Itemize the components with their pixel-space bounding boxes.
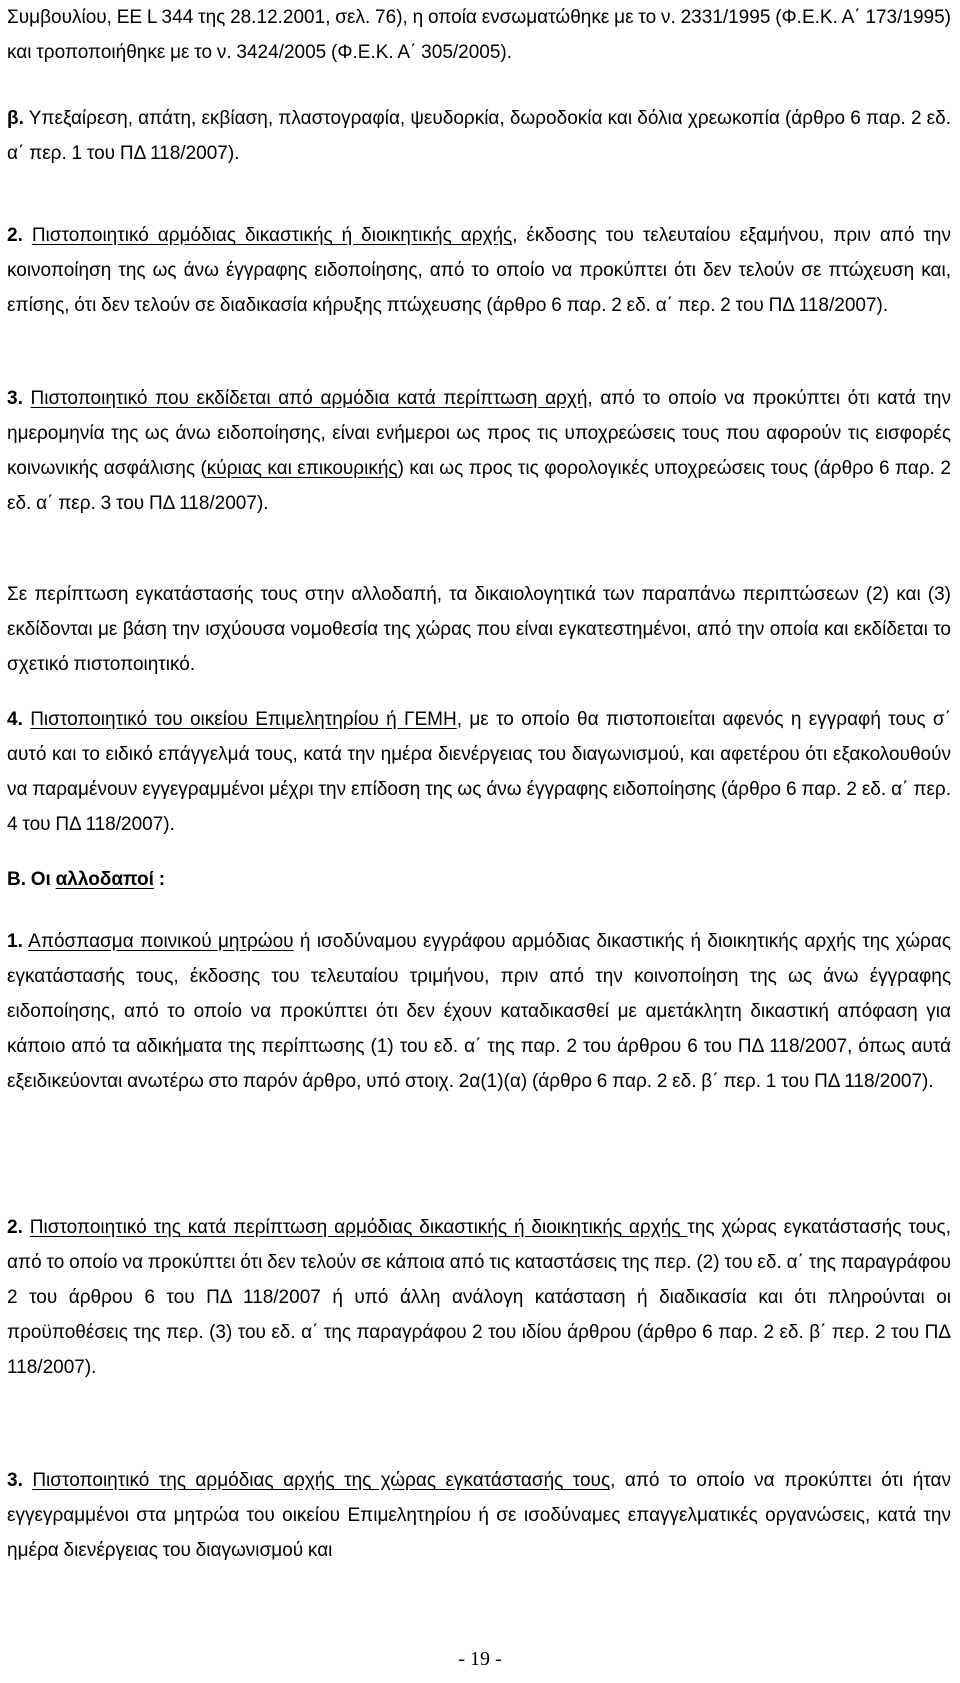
section-heading-b: Β. Οι αλλοδαποί : <box>7 869 166 890</box>
paragraph-item-3: 3. Πιστοποιητικό που εκδίδεται από αρμόδια κατά περίπτωση αρχή, από το οποίο να προκύπτει ότι κατά την ημερομηνία της ως άνω ειδοποίησης, είναι ενήμεροι ως προς τις υποχρεώσεις τους που αφορούν τις εισφορές κοινωνικής ασφάλισης (κύριας και επικουρικής) και ως προς τις φορολογικές υποχρεώσεις τους (άρθρο 6 παρ. 2 εδ. α΄ περ. 3 του ΠΔ 118/2007). <box>7 388 951 514</box>
insurance-type: κύριας και επικουρικής <box>206 458 398 479</box>
item-number-b2: 2. <box>7 1217 23 1238</box>
item-number-2: 2. <box>7 225 23 246</box>
section-heading-underlined: αλλοδαποί <box>55 869 154 890</box>
document-title-3: Πιστοποιητικό που εκδίδεται από αρμόδια κατά περίπτωση αρχή <box>30 388 588 409</box>
document-title-2: Πιστοποιητικό αρμόδιας δικαστικής ή διοικητικής αρχής <box>31 225 513 246</box>
paragraph-b-item-3: 3. Πιστοποιητικό της αρμόδιας αρχής της χώρας εγκατάστασής τους, από το οποίο να προκύπτει ότι ήταν εγγεγραμμένοι στα μητρώα του οικείου Επιμελητηρίου ή σε ισοδύναμες επαγγελματικές οργανώσεις, κατά την ημέρα διενέργειας του διαγωνισμού και <box>7 1470 952 1561</box>
document-title-b3: Πιστοποιητικό της αρμόδιας αρχής της χώρας εγκατάστασής τους <box>32 1470 611 1491</box>
document-title-b1: Απόσπασμα ποινικού μητρώου <box>28 931 294 952</box>
document-title-b2: Πιστοποιητικό της κατά περίπτωση αρμόδιας δικαστικής ή διοικητικής αρχής <box>29 1217 688 1238</box>
paragraph-abroad: Σε περίπτωση εγκατάστασής τους στην αλλοδαπή, τα δικαιολογητικά των παραπάνω περιπτώσεων (2) και (3) εκδίδονται με βάση την ισχύουσα νομοθεσία της χώρας που είναι εγκατεστημένοι, από την οποία και εκδίδεται το σχετικό πιστοποιητικό. <box>7 584 951 675</box>
paragraph-item-4: 4. Πιστοποιητικό του οικείου Επιμελητηρίου ή ΓΕΜΗ, με το οποίο θα πιστοποιείται αφενός η εγγραφή τους σ΄ αυτό και το ειδικό επάγγελμά τους, κατά την ημέρα διενέργειας του διαγωνισμού, και αφετέρου ότι εξακολουθούν να παραμένουν εγγεγραμμένοι μέχρι την επίδοση της ως άνω έγγραφης ειδοποίησης (άρθρο 6 παρ. 2 εδ. α΄ περ. 4 του ΠΔ 118/2007). <box>7 709 951 835</box>
document-title-4: Πιστοποιητικό του οικείου Επιμελητηρίου ή ΓΕΜΗ <box>30 709 457 730</box>
item-number-3: 3. <box>7 388 23 409</box>
item-number-beta: β. <box>7 108 24 129</box>
paragraph-intro: Συμβουλίου, ΕΕ L 344 της 28.12.2001, σελ. 76), η οποία ενσωματώθηκε με το ν. 2331/1995 (Φ.Ε.Κ. Α΄ 173/1995) και τροποποιήθηκε με το ν. 3424/2005 (Φ.Ε.Κ. Α΄ 305/2005). <box>7 7 951 63</box>
paragraph-beta: β. Υπεξαίρεση, απάτη, εκβίαση, πλαστογραφία, ψευδορκία, δωροδοκία και δόλια χρεωκοπία (άρθρο 6 παρ. 2 εδ. α΄ περ. 1 του ΠΔ 118/2007). <box>7 108 951 164</box>
paragraph-item-2: 2. Πιστοποιητικό αρμόδιας δικαστικής ή διοικητικής αρχής, έκδοσης του τελευταίου εξαμήνου, πριν από την κοινοποίηση της ως άνω έγγραφης ειδοποίησης, από το οποίο να προκύπτει ότι δεν τελούν σε πτώχευση και, επίσης, ότι δεν τελούν σε διαδικασία κήρυξης πτώχευσης (άρθρο 6 παρ. 2 εδ. α΄ περ. 2 του ΠΔ 118/2007). <box>7 225 952 316</box>
paragraph-b-item-1: 1. Απόσπασμα ποινικού μητρώου ή ισοδύναμου εγγράφου αρμόδιας δικαστικής ή διοικητικής αρχής της χώρας εγκατάστασής τους, έκδοσης του τελευταίου τριμήνου, πριν από την κοινοποίηση της ως άνω έγγραφης ειδοποίησης, από το οποίο να προκύπτει ότι δεν έχουν καταδικασθεί με αμετάκλητη δικαστική απόφαση για κάποιο από τα αδικήματα της περίπτωσης (1) του εδ. α΄ της παρ. 2 του άρθρου 6 του ΠΔ 118/2007, όπως αυτά εξειδικεύονται ανωτέρω στο παρόν άρθρο, υπό στοιχ. 2α(1)(α) (άρθρο 6 παρ. 2 εδ. β΄ περ. 1 του ΠΔ 118/2007). <box>7 931 952 1092</box>
item-number-4: 4. <box>7 709 23 730</box>
item-number-b3: 3. <box>7 1470 23 1491</box>
item-number-b1: 1. <box>7 931 23 952</box>
page-number: - 19 - <box>458 1648 502 1670</box>
paragraph-b-item-2: 2. Πιστοποιητικό της κατά περίπτωση αρμόδιας δικαστικής ή διοικητικής αρχής της χώρας εγκατάστασής τους, από το οποίο να προκύπτει ότι δεν τελούν σε κάποια από τις καταστάσεις της περ. (2) του εδ. α΄ της παραγράφου 2 του άρθρου 6 του ΠΔ 118/2007 ή υπό άλλη ανάλογη κατάσταση ή διαδικασία και ότι πληρούνται οι προϋποθέσεις της περ. (3) του εδ. α΄ της παραγράφου 2 του ιδίου άρθρου (άρθρο 6 παρ. 2 εδ. β΄ περ. 2 του ΠΔ 118/2007). <box>7 1217 951 1378</box>
